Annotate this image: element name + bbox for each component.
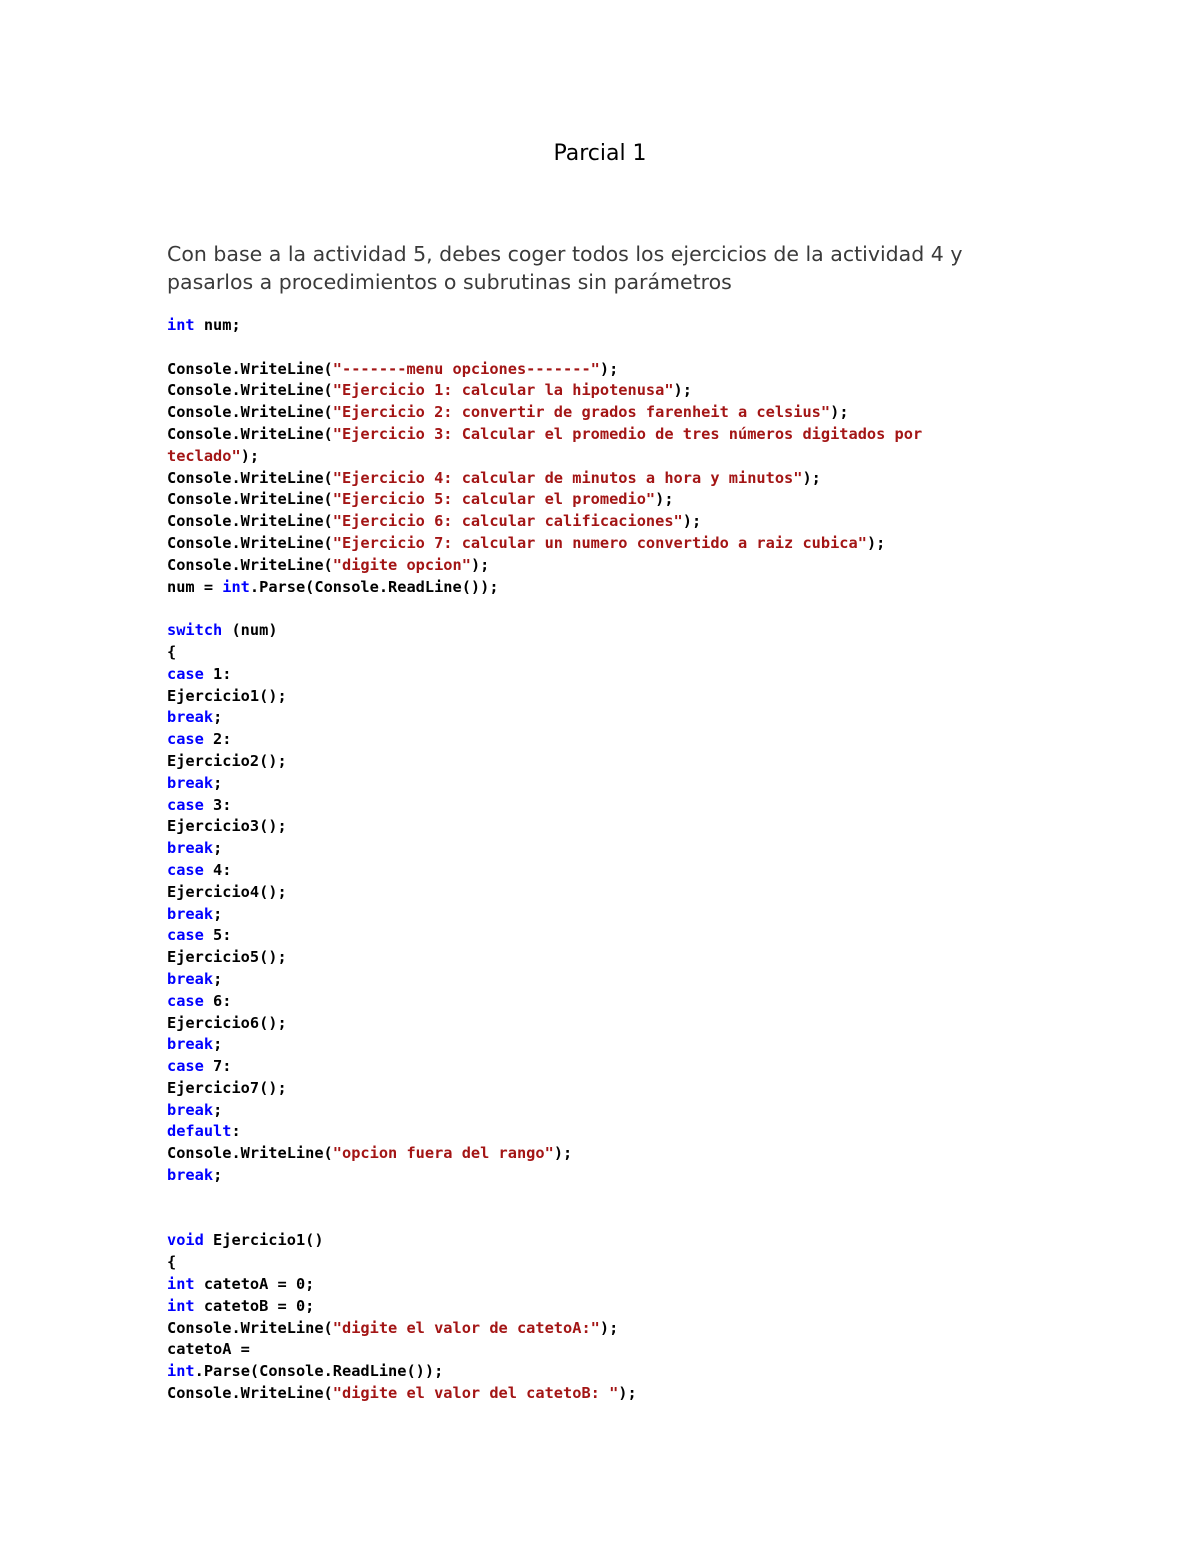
code-line bbox=[167, 1034, 1047, 1056]
code-text: Console.WriteLine( bbox=[167, 403, 333, 422]
code-keyword: break bbox=[167, 1100, 214, 1119]
code-line bbox=[167, 511, 1047, 533]
code-text: ; bbox=[213, 1035, 223, 1054]
code-keyword: case bbox=[167, 1057, 204, 1076]
code-line bbox=[167, 1209, 1047, 1231]
code-string: "-------menu opciones-------" bbox=[332, 359, 600, 378]
code-keyword: void bbox=[167, 1231, 204, 1250]
code-text: Console.WriteLine( bbox=[167, 512, 333, 531]
code-text: num; bbox=[194, 316, 241, 334]
code-line bbox=[167, 533, 1047, 555]
code-keyword: int bbox=[167, 1296, 195, 1315]
code-line bbox=[167, 1056, 1047, 1078]
code-text: 3: bbox=[203, 795, 232, 814]
code-line bbox=[167, 751, 1047, 773]
code-line bbox=[167, 664, 1047, 686]
code-text: Console.WriteLine( bbox=[167, 490, 333, 509]
code-line bbox=[167, 577, 1047, 599]
code-line bbox=[167, 1165, 1047, 1187]
code-keyword: switch bbox=[167, 621, 223, 640]
code-text: (num) bbox=[222, 621, 278, 640]
code-string: "digite el valor de catetoA:" bbox=[332, 1318, 600, 1337]
code-keyword: case bbox=[167, 926, 204, 945]
code-text: ; bbox=[213, 1166, 223, 1185]
code-keyword: case bbox=[167, 664, 204, 683]
code-text: Ejercicio1() bbox=[203, 1231, 324, 1250]
code-text: ); bbox=[618, 1384, 637, 1403]
code-keyword: int bbox=[222, 577, 250, 596]
code-line bbox=[167, 380, 1047, 402]
code-string: "Ejercicio 5: calcular el promedio" bbox=[332, 490, 656, 509]
code-line bbox=[167, 1296, 1047, 1318]
code-string: "Ejercicio 3: Calcular el promedio de tres números digitados por bbox=[332, 424, 923, 443]
code-string: "Ejercicio 1: calcular la hipotenusa" bbox=[332, 381, 674, 400]
code-text: num = bbox=[167, 577, 223, 596]
code-keyword: break bbox=[167, 904, 214, 923]
code-text: Ejercicio6(); bbox=[167, 1013, 287, 1032]
code-line bbox=[167, 795, 1047, 817]
code-keyword: int bbox=[167, 1362, 195, 1381]
code-text: ); bbox=[673, 381, 692, 400]
code-line bbox=[167, 729, 1047, 751]
code-line bbox=[167, 1383, 1047, 1405]
code-line bbox=[167, 598, 1047, 620]
code-text: Console.WriteLine( bbox=[167, 359, 333, 378]
code-line bbox=[167, 925, 1047, 947]
code-line bbox=[167, 620, 1047, 642]
code-text: ); bbox=[470, 555, 490, 574]
code-text: ); bbox=[599, 359, 619, 378]
code-text: ); bbox=[866, 533, 886, 552]
document-title: Parcial 1 bbox=[553, 141, 647, 166]
code-line bbox=[167, 1100, 1047, 1122]
code-line bbox=[167, 337, 1047, 359]
code-line bbox=[167, 1187, 1047, 1209]
code-line bbox=[167, 468, 1047, 490]
code-text: ; bbox=[213, 969, 223, 988]
code-text: Ejercicio1(); bbox=[167, 686, 287, 705]
code-line bbox=[167, 1361, 1047, 1383]
code-line bbox=[167, 991, 1047, 1013]
code-keyword: break bbox=[167, 1166, 214, 1185]
code-text: ; bbox=[213, 839, 223, 858]
code-line bbox=[167, 1318, 1047, 1340]
code-keyword: case bbox=[167, 730, 204, 749]
code-line bbox=[167, 642, 1047, 664]
code-string: "Ejercicio 2: convertir de grados farenheit a celsius" bbox=[332, 403, 831, 422]
code-line bbox=[167, 707, 1047, 729]
code-line bbox=[167, 489, 1047, 511]
code-text: Console.WriteLine( bbox=[167, 1144, 333, 1163]
code-text: Console.WriteLine( bbox=[167, 381, 333, 400]
code-line bbox=[167, 1143, 1047, 1165]
code-string: "Ejercicio 7: calcular un numero convertido a raiz cubica" bbox=[332, 533, 867, 552]
code-line bbox=[167, 424, 1047, 446]
code-text: .Parse(Console.ReadLine()); bbox=[194, 1362, 444, 1381]
code-text: Ejercicio2(); bbox=[167, 751, 287, 770]
code-text: Console.WriteLine( bbox=[167, 1318, 333, 1337]
code-text: Ejercicio3(); bbox=[167, 817, 287, 836]
code-text: ); bbox=[599, 1318, 619, 1337]
code-line bbox=[167, 359, 1047, 381]
code-text: Console.WriteLine( bbox=[167, 533, 333, 552]
code-keyword: break bbox=[167, 969, 214, 988]
code-keyword: break bbox=[167, 1035, 214, 1054]
code-text: 7: bbox=[203, 1057, 232, 1076]
code-string: "Ejercicio 6: calcular calificaciones" bbox=[332, 512, 683, 531]
code-text: catetoB = 0; bbox=[194, 1296, 315, 1315]
code-line bbox=[167, 904, 1047, 926]
code-line bbox=[167, 686, 1047, 708]
code-text: ; bbox=[213, 773, 223, 792]
code-line bbox=[167, 446, 1047, 468]
code-string: "digite opcion" bbox=[332, 555, 471, 574]
code-text: catetoA = bbox=[167, 1340, 250, 1359]
code-line bbox=[167, 1230, 1047, 1252]
code-line bbox=[167, 816, 1047, 838]
code-line bbox=[167, 838, 1047, 860]
code-string: "Ejercicio 4: calcular de minutos a hora y minutos" bbox=[332, 468, 803, 487]
code-line bbox=[167, 1339, 1047, 1361]
code-text: { bbox=[167, 1253, 177, 1272]
code-text: .Parse(Console.ReadLine()); bbox=[249, 577, 499, 596]
code-text: ); bbox=[553, 1144, 573, 1163]
code-text: 6: bbox=[203, 991, 232, 1010]
code-line bbox=[167, 402, 1047, 424]
code-block bbox=[167, 315, 1047, 1405]
code-text: ); bbox=[240, 446, 260, 465]
code-keyword: break bbox=[167, 708, 214, 727]
code-line bbox=[167, 860, 1047, 882]
code-string: "digite el valor del catetoB: " bbox=[332, 1384, 619, 1403]
code-keyword: int bbox=[167, 1275, 195, 1294]
assignment-instructions: Con base a la actividad 5, debes coger todos los ejercicios de la actividad 4 y pasarlos a procedimientos o subrutinas sin parámetros bbox=[167, 242, 963, 294]
code-text: { bbox=[167, 642, 177, 661]
code-line bbox=[167, 1121, 1047, 1143]
code-text: 1: bbox=[203, 664, 232, 683]
code-text: Console.WriteLine( bbox=[167, 424, 333, 443]
code-line bbox=[167, 882, 1047, 904]
code-text: ; bbox=[213, 1100, 223, 1119]
code-text: Console.WriteLine( bbox=[167, 1384, 333, 1403]
code-line bbox=[167, 1274, 1047, 1296]
code-text: ; bbox=[213, 708, 223, 727]
code-line bbox=[167, 1013, 1047, 1035]
code-line bbox=[167, 947, 1047, 969]
code-text: Console.WriteLine( bbox=[167, 468, 333, 487]
code-keyword: break bbox=[167, 839, 214, 858]
code-keyword: default bbox=[167, 1122, 232, 1141]
code-text: 2: bbox=[203, 730, 232, 749]
code-text: Ejercicio7(); bbox=[167, 1078, 287, 1097]
code-text: ; bbox=[213, 904, 223, 923]
code-string: "opcion fuera del rango" bbox=[332, 1144, 554, 1163]
code-line bbox=[167, 1078, 1047, 1100]
code-text: 4: bbox=[203, 860, 232, 879]
code-line bbox=[167, 555, 1047, 577]
code-line bbox=[167, 315, 1047, 337]
code-keyword: case bbox=[167, 991, 204, 1010]
code-line bbox=[167, 773, 1047, 795]
code-text: catetoA = 0; bbox=[194, 1275, 315, 1294]
code-keyword: case bbox=[167, 860, 204, 879]
code-text: ); bbox=[682, 512, 702, 531]
code-keyword: break bbox=[167, 773, 214, 792]
code-text: Console.WriteLine( bbox=[167, 555, 333, 574]
code-text: ); bbox=[802, 468, 821, 487]
code-text: 5: bbox=[203, 926, 232, 945]
code-text: ); bbox=[655, 490, 674, 509]
code-line bbox=[167, 969, 1047, 991]
code-text: Ejercicio5(); bbox=[167, 948, 287, 967]
code-line bbox=[167, 1252, 1047, 1274]
code-text: ); bbox=[830, 403, 849, 422]
code-string: teclado" bbox=[167, 446, 241, 465]
code-text: Ejercicio4(); bbox=[167, 882, 287, 901]
code-text: : bbox=[231, 1122, 241, 1141]
code-keyword: case bbox=[167, 795, 204, 814]
code-keyword: int bbox=[167, 316, 195, 334]
